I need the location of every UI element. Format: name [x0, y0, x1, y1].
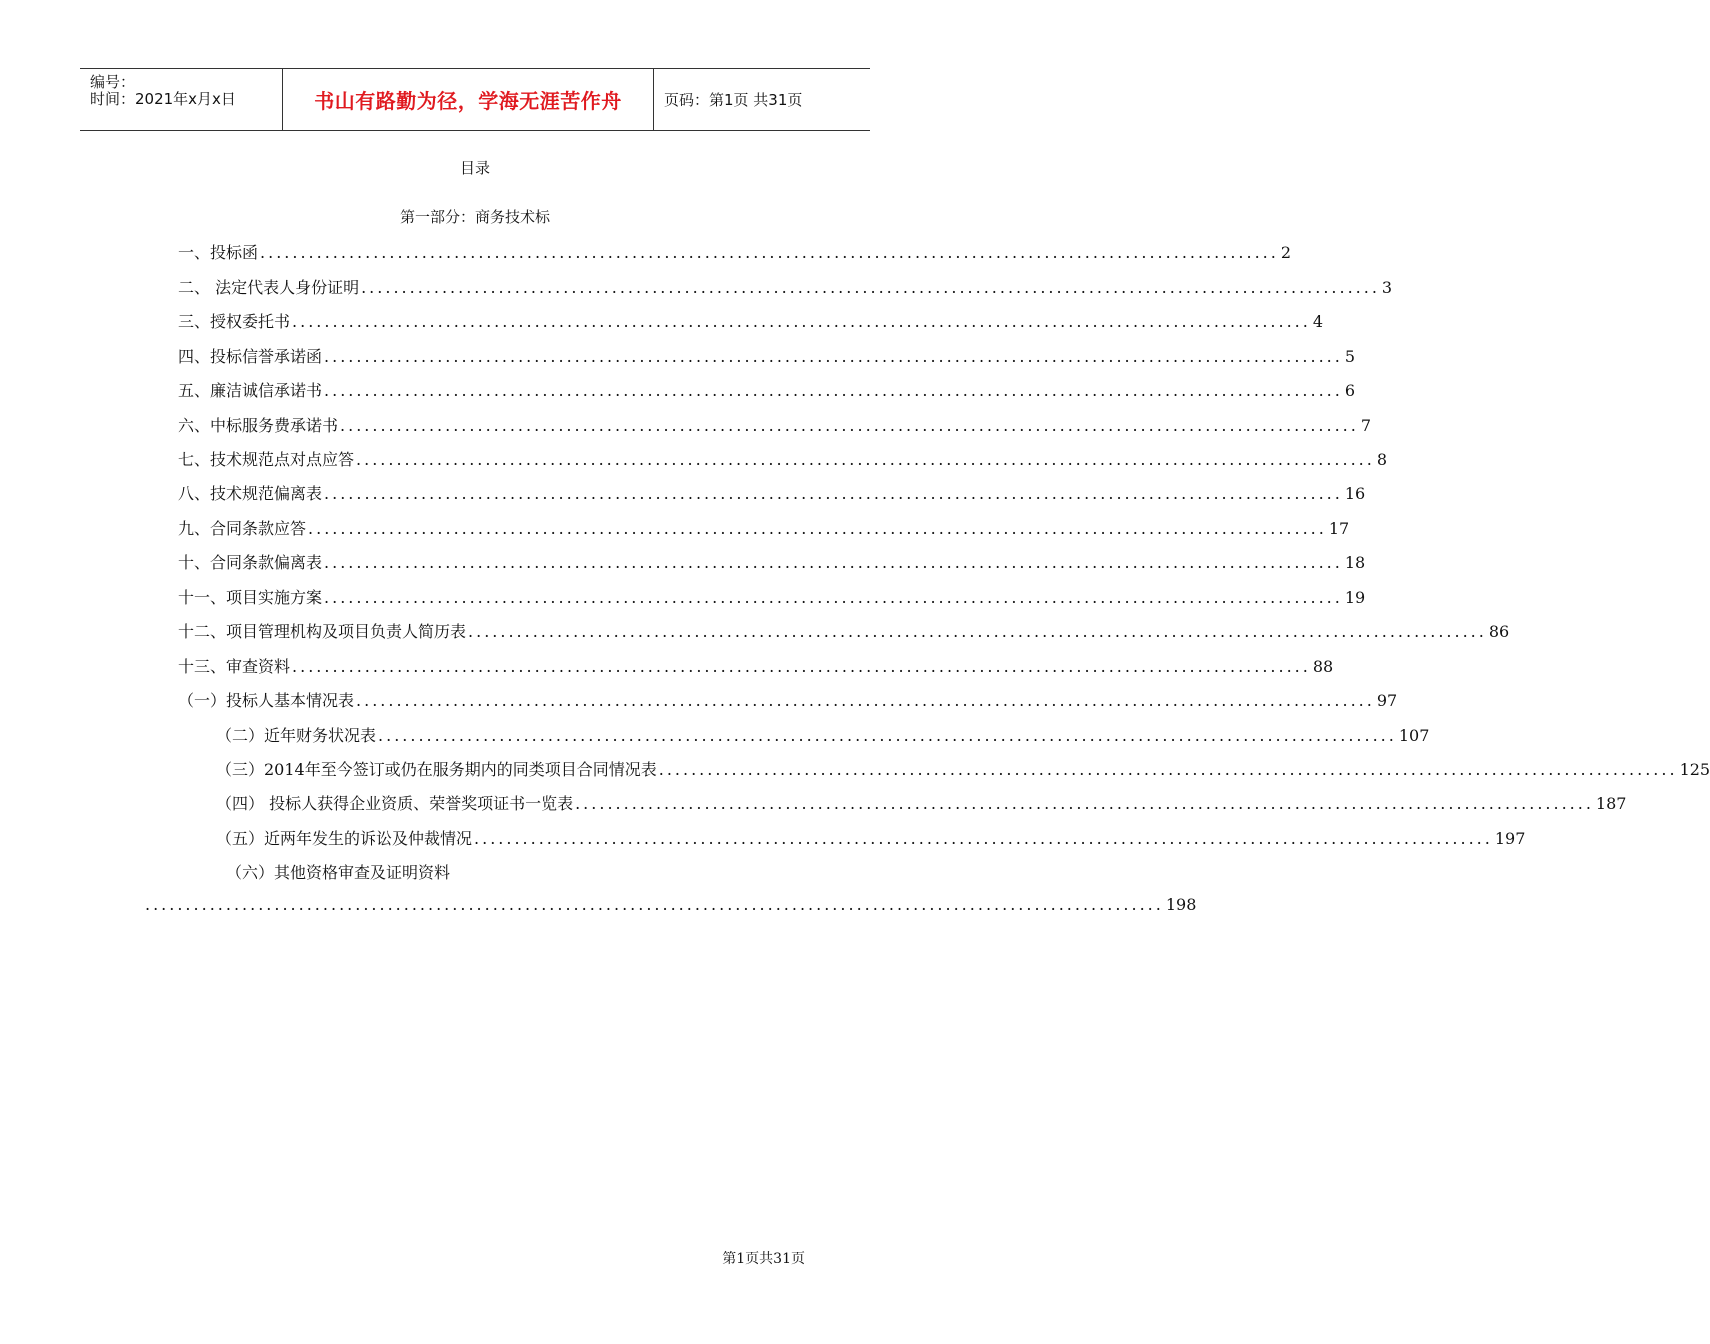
toc-entry[interactable] — [178, 585, 1366, 609]
toc-leader-dots: .............................................................................................................................. — [324, 484, 1343, 503]
toc-entry-page: 16 — [1344, 484, 1366, 503]
toc-entry[interactable] — [178, 378, 1356, 402]
toc-entry[interactable] — [216, 826, 1526, 850]
toc-entry[interactable] — [178, 619, 1510, 643]
toc-entry-page: 6 — [1344, 381, 1356, 400]
toc-entry-page: 107 — [1398, 726, 1430, 745]
toc-entry-page: 187 — [1595, 794, 1627, 813]
toc-leader-dots: .............................................................................................................................. — [324, 347, 1343, 366]
document-number-label: 编号： — [90, 73, 136, 91]
toc-leader-dots: .............................................................................................................................. — [308, 519, 1327, 538]
toc-entry-page: 5 — [1344, 347, 1356, 366]
toc-entry-label: （二）近年财务状况表 — [216, 726, 377, 745]
toc-entry-label: 二、 法定代表人身份证明 — [178, 278, 360, 297]
toc-leader-dots: .............................................................................................................................. — [474, 829, 1493, 848]
toc-leader-dots: .............................................................................................................................. — [658, 760, 1678, 779]
toc-leader-dots: .............................................................................................................................. — [324, 553, 1343, 572]
toc-leader-dots: .............................................................................................................................. — [340, 416, 1359, 435]
toc-part-title: 第一部分：商务技术标 — [399, 208, 550, 226]
toc-entry-label: 十一、项目实施方案 — [178, 588, 323, 607]
toc-entry[interactable] — [216, 723, 1430, 747]
toc-entry-label: 八、技术规范偏离表 — [178, 484, 323, 503]
toc-entry-page: 88 — [1312, 657, 1334, 676]
toc-entry[interactable] — [178, 516, 1350, 540]
toc-entry[interactable] — [178, 447, 1388, 471]
toc-entry[interactable] — [178, 275, 1393, 299]
toc-leader-dots: .............................................................................................................................. — [292, 312, 1311, 331]
toc-entry-label: （一）投标人基本情况表 — [178, 691, 355, 710]
toc-entry[interactable] — [145, 895, 1197, 919]
toc-entry-page: 3 — [1381, 278, 1393, 297]
toc-entry-page: 125 — [1679, 760, 1710, 779]
toc-entry-page: 4 — [1312, 312, 1324, 331]
toc-leader-dots: .............................................................................................................................. — [378, 726, 1397, 745]
toc-leader-dots: .............................................................................................................................. — [361, 278, 1380, 297]
toc-entry-page: 18 — [1344, 553, 1366, 572]
toc-entry[interactable] — [178, 481, 1366, 505]
toc-entry-page: 86 — [1488, 622, 1510, 641]
toc-entry-label: 五、廉洁诚信承诺书 — [178, 381, 323, 400]
toc-entry[interactable] — [178, 344, 1356, 368]
toc-entry-label: 十、合同条款偏离表 — [178, 553, 323, 572]
toc-entry-page: 19 — [1344, 588, 1366, 607]
toc-leader-dots: .............................................................................................................................. — [356, 691, 1375, 710]
toc-entry-label: 四、投标信誉承诺函 — [178, 347, 323, 366]
toc-leader-dots: .............................................................................................................................. — [356, 450, 1375, 469]
toc-entry-label: 十三、审查资料 — [178, 657, 291, 676]
toc-entry-label: 六、中标服务费承诺书 — [178, 416, 339, 435]
toc-entry-page: 197 — [1494, 829, 1526, 848]
toc-entry[interactable] — [216, 757, 1710, 781]
toc-entry-page: 97 — [1376, 691, 1398, 710]
toc-entry-page: 2 — [1280, 243, 1292, 262]
toc-entry[interactable] — [178, 550, 1366, 574]
toc-leader-dots: .............................................................................................................................. — [324, 381, 1343, 400]
header-page-info: 页码：第1页 共31页 — [664, 91, 803, 109]
toc-leader-dots: .............................................................................................................................. — [292, 657, 1311, 676]
document-date: 时间：2021年x月x日 — [90, 90, 236, 108]
toc-entry[interactable] — [178, 688, 1398, 712]
toc-entry-label: （五）近两年发生的诉讼及仲裁情况 — [216, 829, 473, 848]
toc-entry-label: 十二、项目管理机构及项目负责人简历表 — [178, 622, 467, 641]
toc-leader-dots: .............................................................................................................................. — [324, 588, 1343, 607]
toc-entry-page: 198 — [1165, 895, 1197, 914]
toc-entry-page: 8 — [1376, 450, 1388, 469]
toc-entry-label: （三）2014年至今签订或仍在服务期内的同类项目合同情况表 — [216, 760, 657, 779]
toc-entry-page: 7 — [1360, 416, 1372, 435]
toc-entry[interactable] — [178, 309, 1324, 333]
toc-entry-label: 一、投标函 — [178, 243, 259, 262]
toc-entry[interactable] — [178, 240, 1292, 264]
toc-entry[interactable] — [178, 654, 1334, 678]
toc-entry[interactable] — [178, 413, 1372, 437]
toc-entry-label: （四） 投标人获得企业资质、荣誉奖项证书一览表 — [216, 794, 574, 813]
toc-title: 目录 — [459, 159, 490, 177]
toc-entry-label: 九、合同条款应答 — [178, 519, 307, 538]
toc-entry-label: 三、授权委托书 — [178, 312, 291, 331]
header-motto: 书山有路勤为径，学海无涯苦作舟 — [282, 69, 654, 130]
toc-entry-label[interactable]: （六）其他资格审查及证明资料 — [226, 863, 451, 882]
toc-leader-dots: .............................................................................................................................. — [468, 622, 1487, 641]
header-meta — [80, 69, 282, 130]
toc-entry-page: 17 — [1328, 519, 1350, 538]
toc-leader-dots: .............................................................................................................................. — [145, 895, 1164, 914]
toc-entry-label: 七、技术规范点对点应答 — [178, 450, 355, 469]
page-header — [80, 68, 870, 131]
toc-leader-dots: .............................................................................................................................. — [575, 794, 1594, 813]
page-footer: 第1页共31页 — [722, 1251, 805, 1267]
toc-entry[interactable] — [216, 791, 1627, 815]
toc-leader-dots: .............................................................................................................................. — [260, 243, 1279, 262]
